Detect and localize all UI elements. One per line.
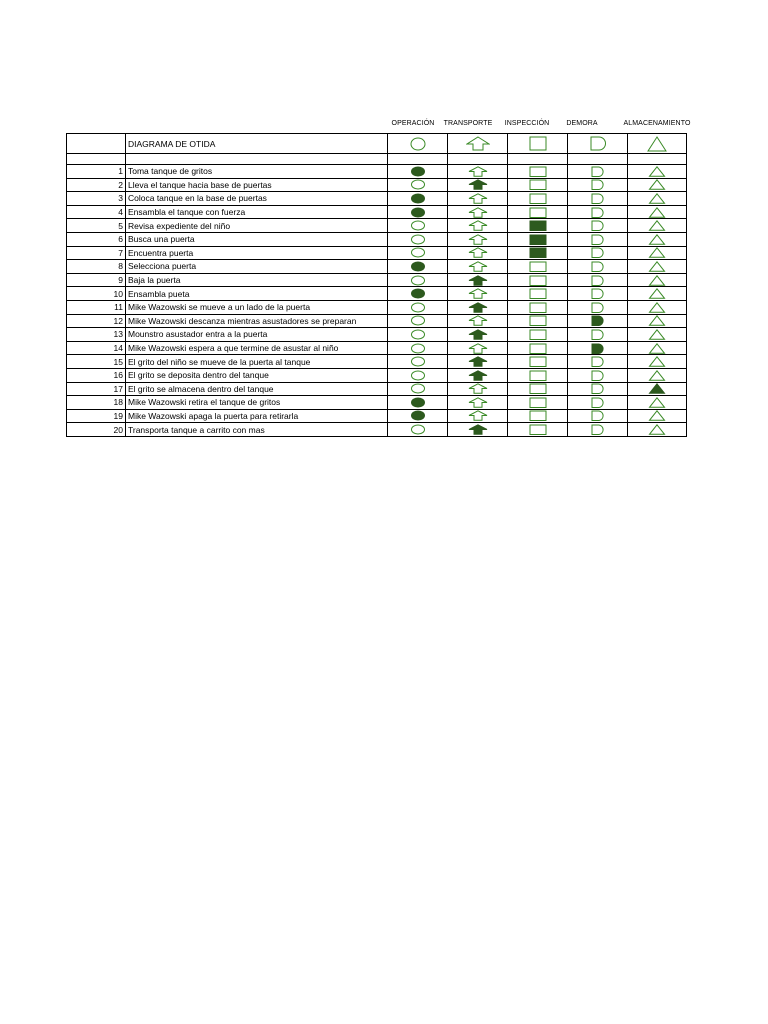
symbol-cell-demora [568, 355, 628, 369]
d-shape-icon [590, 207, 606, 218]
table-row [67, 409, 687, 423]
table-row [67, 178, 687, 192]
table-row [67, 232, 687, 246]
d-shape-icon [590, 424, 606, 435]
table-row [67, 355, 687, 369]
symbol-cell-almacenamiento [628, 246, 687, 260]
step-description: El grito se almacena dentro del tanque [126, 382, 388, 396]
circle-icon-filled [410, 193, 426, 204]
symbol-cell-demora [568, 273, 628, 287]
step-description: Mike Wazowski espera a que termine de asustar al niño [126, 341, 388, 355]
symbol-cell-almacenamiento [628, 205, 687, 219]
step-number: 11 [67, 300, 126, 314]
circle-icon [410, 383, 426, 394]
symbol-cell-inspeccion [508, 368, 568, 382]
d-shape-icon [590, 234, 606, 245]
triangle-icon [648, 247, 666, 258]
symbol-cell-inspeccion [508, 205, 568, 219]
symbol-cell-inspeccion [508, 165, 568, 179]
step-number: 20 [67, 423, 126, 437]
step-description: Mike Wazowski apaga la puerta para retirarla [126, 409, 388, 423]
legend-cell-operacion [388, 134, 448, 154]
arrow-up-icon-filled [467, 424, 489, 435]
arrow-up-icon [466, 136, 490, 151]
table-row [67, 382, 687, 396]
symbol-cell-almacenamiento [628, 355, 687, 369]
arrow-up-icon [467, 315, 489, 326]
square-icon-filled [529, 220, 547, 231]
symbol-cell-operacion [388, 205, 448, 219]
symbol-cell-almacenamiento [628, 219, 687, 233]
d-shape-icon [590, 288, 606, 299]
step-description: Baja la puerta [126, 273, 388, 287]
arrow-up-icon-filled [467, 356, 489, 367]
symbol-cell-almacenamiento [628, 300, 687, 314]
otida-table [66, 133, 687, 437]
symbol-cell-demora [568, 368, 628, 382]
table-row [67, 423, 687, 437]
d-shape-icon [590, 383, 606, 394]
symbol-cell-transporte [448, 396, 508, 410]
step-number: 5 [67, 219, 126, 233]
d-shape-icon-filled [590, 343, 606, 354]
symbol-cell-demora [568, 328, 628, 342]
d-shape-icon [590, 247, 606, 258]
symbol-cell-transporte [448, 355, 508, 369]
symbol-cell-transporte [448, 314, 508, 328]
symbol-cell-inspeccion [508, 260, 568, 274]
symbol-cell-demora [568, 260, 628, 274]
step-number: 13 [67, 328, 126, 342]
symbol-cell-operacion [388, 355, 448, 369]
symbol-cell-almacenamiento [628, 341, 687, 355]
triangle-icon-filled [648, 383, 666, 394]
triangle-icon [648, 315, 666, 326]
arrow-up-icon-filled [467, 275, 489, 286]
table-row [67, 219, 687, 233]
step-description: Mounstro asustador entra a la puerta [126, 328, 388, 342]
header-inspeccion: INSPECCIÓN [504, 120, 550, 127]
arrow-up-icon [467, 410, 489, 421]
d-shape-icon [590, 370, 606, 381]
step-description: Mike Wazowski retira el tanque de gritos [126, 396, 388, 410]
circle-icon [410, 329, 426, 340]
step-description: El grito del niño se mueve de la puerta al tanque [126, 355, 388, 369]
circle-icon-filled [410, 410, 426, 421]
circle-icon [410, 275, 426, 286]
symbol-cell-transporte [448, 192, 508, 206]
step-number: 8 [67, 260, 126, 274]
arrow-up-icon [467, 397, 489, 408]
square-icon [529, 383, 547, 394]
triangle-icon [648, 207, 666, 218]
symbol-cell-demora [568, 205, 628, 219]
d-shape-icon [590, 261, 606, 272]
header-demora: DEMORA [566, 120, 598, 127]
symbol-cell-operacion [388, 260, 448, 274]
symbol-cell-operacion [388, 165, 448, 179]
symbol-cell-almacenamiento [628, 314, 687, 328]
symbol-cell-inspeccion [508, 382, 568, 396]
symbol-cell-almacenamiento [628, 287, 687, 301]
symbol-cell-inspeccion [508, 396, 568, 410]
symbol-cell-almacenamiento [628, 165, 687, 179]
circle-icon-filled [410, 397, 426, 408]
square-icon-filled [529, 234, 547, 245]
arrow-up-icon-filled [467, 370, 489, 381]
symbol-cell-operacion [388, 382, 448, 396]
symbol-cell-almacenamiento [628, 328, 687, 342]
symbol-cell-operacion [388, 300, 448, 314]
symbol-cell-operacion [388, 273, 448, 287]
square-icon [529, 207, 547, 218]
symbol-cell-transporte [448, 273, 508, 287]
step-number: 7 [67, 246, 126, 260]
symbol-cell-almacenamiento [628, 273, 687, 287]
d-shape-icon [589, 136, 607, 151]
step-number: 19 [67, 409, 126, 423]
symbol-cell-demora [568, 382, 628, 396]
symbol-cell-operacion [388, 232, 448, 246]
circle-icon [410, 234, 426, 245]
symbol-cell-transporte [448, 382, 508, 396]
step-number: 18 [67, 396, 126, 410]
symbol-cell-transporte [448, 232, 508, 246]
table-row [67, 246, 687, 260]
d-shape-icon [590, 302, 606, 313]
square-icon [529, 261, 547, 272]
step-description: Ensambla pueta [126, 287, 388, 301]
step-description: El grito se deposita dentro del tanque [126, 368, 388, 382]
triangle-icon [648, 356, 666, 367]
triangle-icon [648, 234, 666, 245]
table-row [67, 328, 687, 342]
symbol-cell-inspeccion [508, 178, 568, 192]
symbol-cell-demora [568, 341, 628, 355]
step-number: 3 [67, 192, 126, 206]
symbol-cell-transporte [448, 368, 508, 382]
symbol-cell-operacion [388, 341, 448, 355]
circle-icon [410, 343, 426, 354]
d-shape-icon [590, 410, 606, 421]
symbol-cell-operacion [388, 192, 448, 206]
symbol-cell-demora [568, 300, 628, 314]
symbol-cell-demora [568, 246, 628, 260]
symbol-cell-almacenamiento [628, 178, 687, 192]
table-row [67, 341, 687, 355]
symbol-cell-inspeccion [508, 314, 568, 328]
title-num-cell [67, 134, 126, 154]
step-description: Transporta tanque a carrito con mas [126, 423, 388, 437]
square-icon [529, 166, 547, 177]
d-shape-icon [590, 275, 606, 286]
symbol-cell-inspeccion [508, 341, 568, 355]
step-number: 2 [67, 178, 126, 192]
d-shape-icon [590, 329, 606, 340]
symbol-cell-operacion [388, 178, 448, 192]
circle-icon [410, 302, 426, 313]
circle-icon-filled [410, 166, 426, 177]
step-number: 15 [67, 355, 126, 369]
symbol-cell-demora [568, 396, 628, 410]
step-number: 1 [67, 165, 126, 179]
table-row [67, 205, 687, 219]
symbol-cell-operacion [388, 368, 448, 382]
square-icon [529, 315, 547, 326]
triangle-icon [648, 302, 666, 313]
symbol-cell-inspeccion [508, 246, 568, 260]
symbol-cell-demora [568, 192, 628, 206]
square-icon [529, 370, 547, 381]
symbol-cell-inspeccion [508, 192, 568, 206]
symbol-cell-demora [568, 314, 628, 328]
arrow-up-icon [467, 207, 489, 218]
arrow-up-icon [467, 383, 489, 394]
symbol-cell-operacion [388, 423, 448, 437]
step-number: 9 [67, 273, 126, 287]
symbol-cell-operacion [388, 246, 448, 260]
symbol-cell-transporte [448, 205, 508, 219]
d-shape-icon [590, 179, 606, 190]
symbol-cell-inspeccion [508, 423, 568, 437]
symbol-cell-demora [568, 178, 628, 192]
header-transporte: TRANSPORTE [443, 120, 493, 127]
d-shape-icon [590, 166, 606, 177]
symbol-cell-almacenamiento [628, 382, 687, 396]
triangle-icon [648, 410, 666, 421]
symbol-cell-almacenamiento [628, 409, 687, 423]
circle-icon [410, 370, 426, 381]
table-row [67, 300, 687, 314]
blank-row [67, 154, 687, 165]
legend-cell-inspeccion [508, 134, 568, 154]
square-icon [529, 343, 547, 354]
circle-icon [410, 220, 426, 231]
d-shape-icon [590, 220, 606, 231]
legend-cell-almacenamiento [628, 134, 687, 154]
symbol-cell-transporte [448, 300, 508, 314]
symbol-cell-transporte [448, 246, 508, 260]
square-icon [529, 179, 547, 190]
symbol-cell-transporte [448, 165, 508, 179]
step-number: 14 [67, 341, 126, 355]
triangle-icon [647, 136, 667, 152]
circle-icon [410, 247, 426, 258]
arrow-up-icon [467, 193, 489, 204]
step-number: 12 [67, 314, 126, 328]
table-row [67, 165, 687, 179]
triangle-icon [648, 166, 666, 177]
triangle-icon [648, 193, 666, 204]
triangle-icon [648, 397, 666, 408]
symbol-cell-inspeccion [508, 273, 568, 287]
table-row [67, 396, 687, 410]
square-icon-filled [529, 247, 547, 258]
arrow-up-icon [467, 247, 489, 258]
d-shape-icon [590, 397, 606, 408]
table-title: DIAGRAMA DE OTIDA [126, 134, 388, 154]
circle-icon [410, 179, 426, 190]
triangle-icon [648, 424, 666, 435]
symbol-cell-almacenamiento [628, 232, 687, 246]
step-description: Lleva el tanque hacia base de puertas [126, 178, 388, 192]
symbol-cell-transporte [448, 178, 508, 192]
triangle-icon [648, 288, 666, 299]
step-number: 4 [67, 205, 126, 219]
triangle-icon [648, 370, 666, 381]
arrow-up-icon [467, 261, 489, 272]
symbol-cell-demora [568, 232, 628, 246]
table-row [67, 192, 687, 206]
arrow-up-icon-filled [467, 302, 489, 313]
triangle-icon [648, 275, 666, 286]
d-shape-icon [590, 356, 606, 367]
symbol-cell-operacion [388, 287, 448, 301]
step-description: Busca una puerta [126, 232, 388, 246]
symbol-cell-transporte [448, 287, 508, 301]
symbol-cell-transporte [448, 341, 508, 355]
symbol-cell-transporte [448, 423, 508, 437]
symbol-cell-almacenamiento [628, 368, 687, 382]
symbol-cell-inspeccion [508, 328, 568, 342]
step-description: Revisa expediente del niño [126, 219, 388, 233]
triangle-icon [648, 329, 666, 340]
square-icon [529, 136, 547, 151]
step-number: 16 [67, 368, 126, 382]
arrow-up-icon [467, 220, 489, 231]
symbol-cell-operacion [388, 409, 448, 423]
symbol-cell-transporte [448, 328, 508, 342]
step-description: Selecciona puerta [126, 260, 388, 274]
symbol-cell-transporte [448, 260, 508, 274]
d-shape-icon-filled [590, 315, 606, 326]
triangle-icon [648, 343, 666, 354]
arrow-up-icon-filled [467, 329, 489, 340]
step-description: Coloca tanque en la base de puertas [126, 192, 388, 206]
circle-icon-filled [410, 261, 426, 272]
square-icon [529, 397, 547, 408]
symbol-cell-demora [568, 165, 628, 179]
symbol-cell-operacion [388, 396, 448, 410]
square-icon [529, 410, 547, 421]
circle-icon [410, 424, 426, 435]
square-icon [529, 275, 547, 286]
symbol-cell-almacenamiento [628, 396, 687, 410]
header-almacenamiento: ALMACENAMIENTO [623, 120, 691, 127]
step-description: Mike Wazowski descanza mientras asustadores se preparan [126, 314, 388, 328]
step-number: 10 [67, 287, 126, 301]
arrow-up-icon-filled [467, 179, 489, 190]
legend-cell-demora [568, 134, 628, 154]
step-number: 17 [67, 382, 126, 396]
title-row [67, 134, 687, 154]
circle-icon [410, 315, 426, 326]
square-icon [529, 288, 547, 299]
table-row [67, 273, 687, 287]
circle-icon-filled [410, 207, 426, 218]
step-description: Ensambla el tanque con fuerza [126, 205, 388, 219]
symbol-cell-demora [568, 409, 628, 423]
square-icon [529, 424, 547, 435]
circle-icon [410, 137, 426, 151]
symbol-cell-almacenamiento [628, 192, 687, 206]
triangle-icon [648, 179, 666, 190]
symbol-cell-inspeccion [508, 355, 568, 369]
arrow-up-icon [467, 343, 489, 354]
symbol-cell-transporte [448, 219, 508, 233]
symbol-cell-demora [568, 423, 628, 437]
d-shape-icon [590, 193, 606, 204]
arrow-up-icon [467, 288, 489, 299]
symbol-cell-operacion [388, 219, 448, 233]
symbol-cell-operacion [388, 314, 448, 328]
symbol-cell-inspeccion [508, 300, 568, 314]
circle-icon-filled [410, 288, 426, 299]
symbol-cell-inspeccion [508, 409, 568, 423]
symbol-cell-demora [568, 219, 628, 233]
legend-cell-transporte [448, 134, 508, 154]
table-row [67, 314, 687, 328]
symbol-cell-operacion [388, 328, 448, 342]
step-description: Toma tanque de gritos [126, 165, 388, 179]
step-number: 6 [67, 232, 126, 246]
arrow-up-icon [467, 166, 489, 177]
square-icon [529, 302, 547, 313]
step-description: Encuentra puerta [126, 246, 388, 260]
arrow-up-icon [467, 234, 489, 245]
table-row [67, 287, 687, 301]
step-description: Mike Wazowski se mueve a un lado de la puerta [126, 300, 388, 314]
symbol-cell-inspeccion [508, 232, 568, 246]
symbol-cell-demora [568, 287, 628, 301]
square-icon [529, 193, 547, 204]
square-icon [529, 329, 547, 340]
table-row [67, 260, 687, 274]
triangle-icon [648, 261, 666, 272]
table-row [67, 368, 687, 382]
triangle-icon [648, 220, 666, 231]
symbol-cell-inspeccion [508, 219, 568, 233]
header-operacion: OPERACIÓN [391, 120, 435, 127]
symbol-cell-inspeccion [508, 287, 568, 301]
symbol-cell-almacenamiento [628, 260, 687, 274]
circle-icon [410, 356, 426, 367]
square-icon [529, 356, 547, 367]
symbol-cell-transporte [448, 409, 508, 423]
symbol-cell-almacenamiento [628, 423, 687, 437]
